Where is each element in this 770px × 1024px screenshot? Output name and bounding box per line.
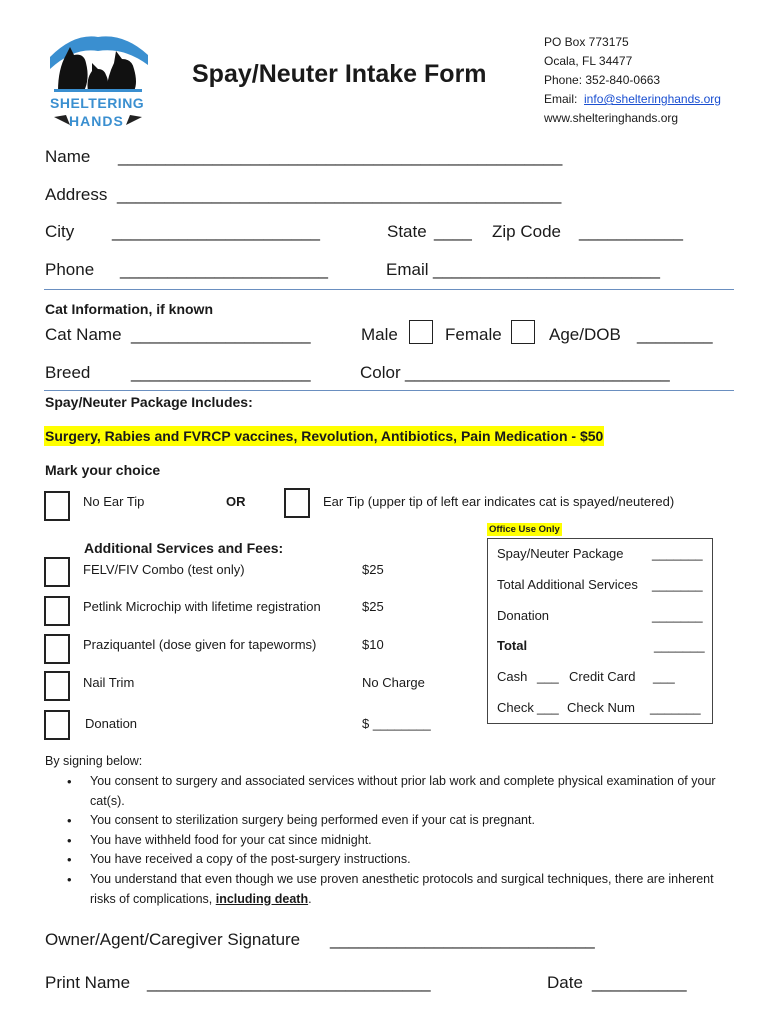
service-label: Petlink Microchip with lifetime registration — [83, 599, 321, 614]
logo-text-sheltering: SHELTERING — [50, 95, 145, 111]
service-label: Praziquantel (dose given for tapeworms) — [83, 637, 317, 652]
email-label: Email — [386, 260, 429, 279]
service-label: FELV/FIV Combo (test only) — [83, 562, 245, 577]
office-use-tag: Office Use Only — [489, 524, 560, 535]
office-credit-label: Credit Card — [569, 669, 636, 684]
office-cash-label: Cash — [497, 669, 528, 684]
consent-intro: By signing below: — [45, 754, 143, 768]
date-label: Date — [547, 973, 583, 992]
service-price: $25 — [362, 599, 384, 614]
consent-bullet — [45, 870, 725, 909]
logo-text-hands: HANDS — [69, 113, 124, 129]
contact-email-link[interactable]: info@shelteringhands.org — [584, 92, 721, 106]
office-checknum-field[interactable]: _______ — [650, 700, 701, 715]
age-field[interactable]: ________ — [637, 325, 713, 344]
date-field[interactable]: __________ — [592, 973, 687, 992]
choice-title: Mark your choice — [45, 462, 161, 478]
male-label: Male — [361, 325, 398, 344]
consent-bullet: • You have withheld food for your cat since midnight. — [45, 831, 725, 851]
logo — [44, 29, 152, 131]
package-title: Spay/Neuter Package Includes: — [45, 394, 253, 410]
signature-field[interactable]: ____________________________ — [330, 930, 595, 949]
signature-label: Owner/Agent/Caregiver Signature — [45, 930, 301, 949]
service-checkbox[interactable] — [44, 557, 70, 587]
office-total-field[interactable]: _______ — [654, 638, 705, 653]
office-checknum-label: Check Num — [567, 700, 635, 715]
consent-bullet: • You have received a copy of the post-surgery instructions. — [45, 850, 725, 870]
office-check-field[interactable]: ___ — [537, 700, 559, 715]
office-total-label: Total — [497, 638, 528, 653]
name-field[interactable]: _______________________________________________ — [118, 147, 563, 166]
office-donation-field[interactable]: _______ — [652, 608, 703, 623]
city-label: City — [45, 222, 75, 241]
no-ear-tip-label: No Ear Tip — [83, 494, 145, 509]
address-field[interactable]: _______________________________________________ — [117, 185, 562, 204]
office-use-box — [487, 538, 713, 724]
zip-label: Zip Code — [492, 222, 561, 241]
office-additional-field[interactable]: _______ — [652, 577, 703, 592]
service-checkbox[interactable] — [44, 634, 70, 664]
contact-city: Ocala, FL 34477 — [544, 54, 633, 68]
state-field[interactable]: ____ — [434, 222, 472, 241]
consent-emphasis: including death — [215, 891, 309, 906]
ear-tip-checkbox[interactable] — [284, 488, 310, 518]
service-price: $25 — [362, 562, 384, 577]
service-label: Donation — [85, 716, 138, 731]
office-cash-field[interactable]: ___ — [537, 669, 559, 684]
address-label: Address — [45, 185, 108, 204]
cat-name-field[interactable]: ___________________ — [131, 325, 311, 344]
consent-bullet: • You consent to sterilization surgery being performed even if your cat is pregnant. — [45, 811, 725, 831]
state-label: State — [387, 222, 427, 241]
contact-phone: Phone: 352-840-0663 — [544, 73, 661, 87]
service-checkbox[interactable] — [44, 596, 70, 626]
office-package-label: Spay/Neuter Package — [497, 546, 624, 561]
consent-bullet: • You consent to surgery and associated services without prior lab work and complete physical examination of your cat(s). — [45, 772, 725, 811]
phone-field[interactable]: ______________________ — [120, 260, 329, 279]
breed-field[interactable]: ___________________ — [131, 363, 311, 382]
ear-tip-label: Ear Tip (upper tip of left ear indicates cat is spayed/neutered) — [323, 494, 675, 509]
consent-text: You understand that even though we use proven anesthetic protocols and surgical techniques, there are inherent risks of complications, — [90, 871, 714, 906]
breed-label: Breed — [45, 363, 91, 382]
cat-name-label: Cat Name — [45, 325, 122, 344]
service-price: No Charge — [362, 675, 425, 690]
color-field[interactable]: ____________________________ — [405, 363, 670, 382]
contact-po-box: PO Box 773175 — [544, 35, 629, 49]
service-price[interactable]: $ ________ — [362, 716, 431, 731]
female-label: Female — [445, 325, 502, 344]
service-price: $10 — [362, 637, 384, 652]
city-field[interactable]: ______________________ — [112, 222, 321, 241]
male-checkbox[interactable] — [409, 320, 433, 344]
divider — [44, 390, 734, 391]
name-label: Name — [45, 147, 91, 166]
or-label: OR — [226, 494, 246, 509]
age-label: Age/DOB — [549, 325, 621, 344]
color-label: Color — [360, 363, 401, 382]
email-field[interactable]: ________________________ — [433, 260, 660, 279]
female-checkbox[interactable] — [511, 320, 535, 344]
office-credit-field[interactable]: ___ — [653, 669, 675, 684]
office-additional-label: Total Additional Services — [497, 577, 638, 592]
contact-email-row — [544, 92, 721, 106]
office-package-field[interactable]: _______ — [652, 546, 703, 561]
office-check-label: Check — [497, 700, 534, 715]
phone-label: Phone — [45, 260, 95, 279]
service-checkbox[interactable] — [44, 710, 70, 740]
office-donation-label: Donation — [497, 608, 550, 623]
no-ear-tip-checkbox[interactable] — [44, 491, 70, 521]
divider — [44, 289, 734, 290]
print-name-field[interactable]: ______________________________ — [147, 973, 431, 992]
consent-list — [45, 772, 725, 909]
cat-section-title: Cat Information, if known — [45, 301, 213, 317]
services-title: Additional Services and Fees: — [84, 540, 284, 556]
consent-text: . — [308, 891, 312, 906]
service-checkbox[interactable] — [44, 671, 70, 701]
package-highlight: Surgery, Rabies and FVRCP vaccines, Revolution, Antibiotics, Pain Medication - $50 — [45, 428, 604, 444]
zip-field[interactable]: ___________ — [579, 222, 684, 241]
service-label: Nail Trim — [83, 675, 135, 690]
contact-email-label: Email: — [544, 92, 578, 106]
print-name-label: Print Name — [45, 973, 131, 992]
contact-website: www.shelteringhands.org — [544, 111, 679, 125]
page-title: Spay/Neuter Intake Form — [192, 60, 487, 88]
